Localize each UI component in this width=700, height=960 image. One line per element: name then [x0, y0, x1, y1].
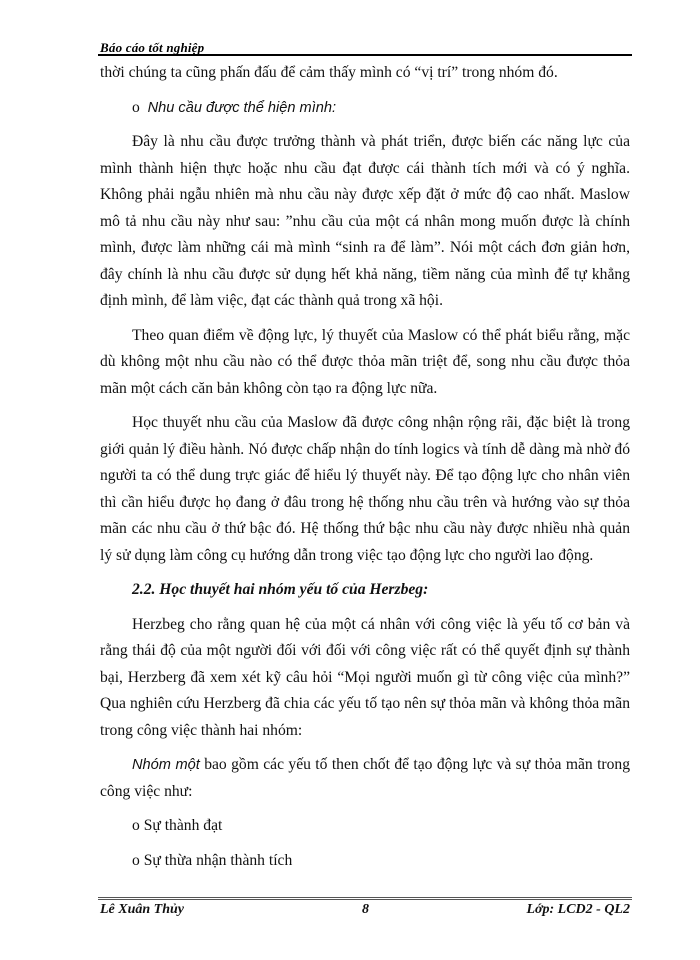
list-item-text: Sự thừa nhận thành tích [143, 851, 293, 869]
list-item [100, 848, 630, 875]
paragraph-self-actualization: Đây là nhu cầu được trưởng thành và phát triển, được biến các năng lực của mình thành hiện thực hoặc nhu cầu đạt được cái thành tích mới và có ý nghĩa. Không phải ngẫu nhiên mà nhu cầu này được xếp đặt ở mức độ cao nhất. Maslow mô tả nhu cầu này như sau: ”nhu cầu của một cá nhân mong muốn được là chính mình, được làm những cái mà mình “sinh ra để làm”. Nói một cách đơn giản hơn, đây chính là nhu cầu được sử dụng hết khả năng, tiềm năng của mình để tự khẳng định mình, để làm việc, đạt các thành quả trong xã hội. [100, 133, 630, 309]
bullet-marker: o [132, 817, 140, 834]
section-heading-herzberg: 2.2. Học thuyết hai nhóm yếu tố của Herzbeg: [132, 581, 429, 598]
paragraph-motivation: Theo quan điểm về động lực, lý thuyết của Maslow có thể phát biểu rằng, mặc dù không một nhu cầu nào có thể được thỏa mãn triệt để, song nhu cầu được thỏa mãn một cách căn bản không còn tạo ra động lực nữa. [100, 326, 630, 397]
document-body [100, 60, 630, 882]
group-one-text: bao gồm các yếu tố then chốt để tạo động lực và sự thỏa mãn trong công việc như: [100, 756, 630, 800]
footer-rule [98, 897, 632, 900]
bullet-marker: o [132, 98, 140, 116]
paragraph-group-one [100, 752, 630, 805]
continuation-line: thời chúng ta cũng phấn đấu để cảm thấy mình có “vị trí” trong nhóm đó. [100, 64, 558, 81]
header-title: Báo cáo tốt nghiệp [100, 40, 205, 55]
list-item [100, 813, 630, 840]
footer-author: Lê Xuân Thủy [100, 902, 185, 917]
paragraph-recognition: Học thuyết nhu cầu của Maslow đã được công nhận rộng rãi, đặc biệt là trong giới quản lý điều hành. Nó được chấp nhận do tính logics và tính dễ dàng mà nhờ đó người ta có thể dung trực giác để hiểu lý thuyết này. Để tạo động lực cho nhân viên thì cần hiểu được họ đang ở đâu trong hệ thống nhu cầu trên và hướng vào sự thỏa mãn các nhu cầu ở thứ bậc đó. Hệ thống thứ bậc nhu cầu này được nhiều nhà quản lý sử dụng làm công cụ hướng dẫn trong việc tạo động lực cho người lao động. [100, 414, 630, 564]
header-rule [98, 54, 632, 56]
page-number: 8 [362, 902, 369, 917]
bullet-marker: o [132, 851, 140, 869]
bullet-self-actualization [100, 95, 630, 122]
group-one-label: Nhóm một [132, 757, 200, 773]
bullet-heading-text: Nhu cầu được thể hiện mình: [147, 99, 337, 116]
list-item-text: Sự thành đạt [143, 817, 223, 834]
footer-class: Lớp: LCD2 - QL2 [526, 902, 630, 917]
paragraph-herzberg: Herzbeg cho rằng quan hệ của một cá nhân với công việc là yếu tố cơ bản và rằng thái độ của một người đối với đối với công việc rất có thể quyết định sự thành bại, Herzberg đã xem xét kỹ câu hỏi “Mọi người muốn gì từ công việc của mình?” Qua nghiên cứu Herzberg đã chia các yếu tố tạo nên sự thỏa mãn và không thỏa mãn trong công việc thành hai nhóm: [100, 615, 630, 739]
